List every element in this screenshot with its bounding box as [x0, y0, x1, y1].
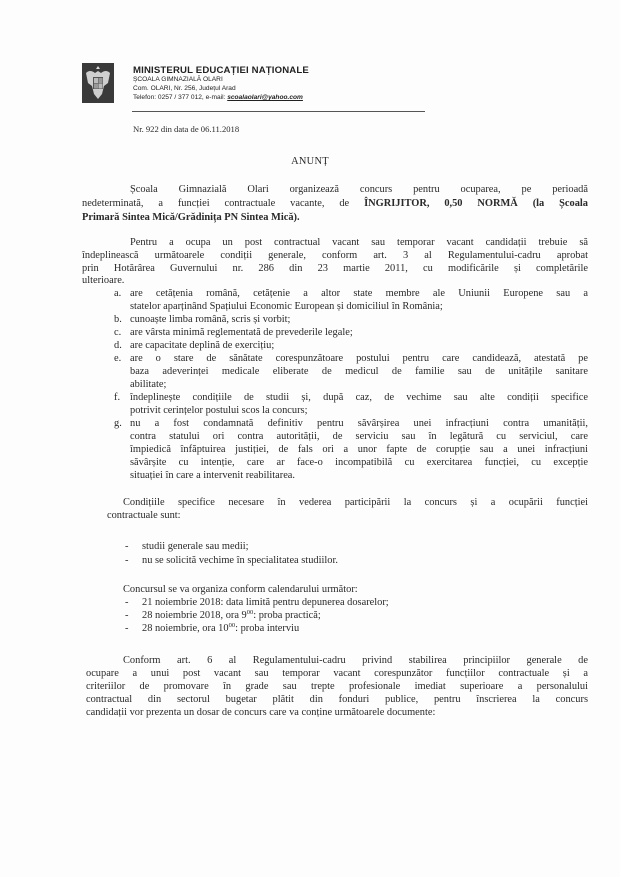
condition-item: îndeplinește condițiile de studii și, după caz, de vechime sau alte condiții specifice — [130, 392, 588, 403]
intro-text: nedeterminată, a funcției contractuale vacante, de — [82, 198, 365, 209]
dossier-line: contractual din sectorul bugetar plătit din fonduri publice, pentru înscrierea la concurs — [86, 694, 588, 705]
condition-item: statelor aparținând Spațiului Economic European și domiciliul în România; — [130, 301, 443, 312]
condition-item: potrivit cerințelor postului scos la concurs; — [130, 405, 308, 416]
intro-line: Primară Sintea Mică/Grădinița PN Sintea Mică). — [82, 212, 300, 223]
calendar-item: 21 noiembrie 2018: data limită pentru depunerea dosarelor; — [142, 597, 389, 608]
list-marker: e. — [114, 353, 122, 364]
dash-bullet: - — [125, 541, 129, 552]
condition-item: cunoaște limba română, scris și vorbit; — [130, 314, 291, 325]
condition-item: contra statului ori contra autorității, de serviciu sau în legătură cu serviciul, care — [130, 431, 588, 442]
general-conditions-line: prin Hotărârea Guvernului nr. 286 din 23 martie 2011, cu modificările și completările — [82, 263, 588, 274]
calendar-intro: Concursul se va organiza conform calendarului următor: — [123, 584, 358, 595]
general-conditions-line: ulterioare. — [82, 275, 125, 286]
school-address: Com. OLARI, Nr. 256, Județul Arad — [133, 85, 236, 92]
specific-conditions-line: Condițiile specifice necesare în vederea participării la concurs și a ocupării funcției — [123, 497, 588, 508]
condition-item: are cetățenia română, cetățenie a altor state membre ale Uniunii Europene sau a — [130, 288, 588, 299]
condition-item: nu a fost condamnată definitiv pentru săvârșirea unei infracțiuni contra umanității, — [130, 418, 588, 429]
general-conditions-line: Pentru a ocupa un post contractual vacant sau temporar vacant candidații trebuie să — [130, 237, 588, 248]
intro-line: Școala Gimnazială Olari organizează concurs pentru ocuparea, pe perioadă — [130, 184, 588, 195]
specific-conditions-line: contractuale sunt: — [107, 510, 181, 521]
condition-item: are capacitate deplină de exercițiu; — [130, 340, 275, 351]
list-marker: a. — [114, 288, 122, 299]
list-marker: g. — [114, 418, 122, 429]
condition-item: împiedică înfăptuirea justiției, de fals ori a unor fapte de corupție sau a unei infracțiuni — [130, 444, 588, 455]
position-title: ÎNGRIJITOR, 0,50 NORMĂ (la Școala — [364, 198, 588, 209]
condition-item: situației în care a intervenit reabilitarea. — [130, 470, 296, 481]
dossier-line: criteriilor de promovare în grade sau trepte profesionale imediat superioare a personalului — [86, 681, 588, 692]
school-contact — [133, 94, 303, 101]
condition-item: are o stare de sănătate corespunzătoare postului pentru care candidează, atestată pe — [130, 353, 588, 364]
condition-item: baza adeverinței medicale eliberate de medicul de familie sau de unitățile sanitare — [130, 366, 588, 377]
list-marker: c. — [114, 327, 122, 338]
list-marker: f. — [114, 392, 121, 403]
dossier-line: ocupare a unui post vacant sau temporar vacant corespunzător funcțiilor contractuale și a — [86, 668, 588, 679]
email-link[interactable]: scoalaolari@yahoo.com — [227, 94, 303, 101]
time-minutes: 00 — [246, 609, 254, 616]
condition-item: are vârsta minimă reglementată de prevederile legale; — [130, 327, 353, 338]
calendar-item — [142, 623, 299, 635]
dash-bullet: - — [125, 597, 129, 608]
ministry-name: MINISTERUL EDUCAȚIEI NAȚIONALE — [133, 65, 309, 76]
phone-label: Telefon: 0257 / 377 012, e-mail: — [133, 94, 228, 101]
condition-item: abilitate; — [130, 379, 167, 390]
time-minutes: 00 — [228, 622, 236, 629]
dossier-line: Conform art. 6 al Regulamentului-cadru privind stabilirea principiilor generale de — [123, 655, 588, 666]
dossier-line: candidații vor prezenta un dosar de concurs care va conține următoarele documente: — [86, 707, 436, 718]
specific-condition-item: studii generale sau medii; — [142, 541, 249, 552]
dash-bullet: - — [125, 555, 129, 566]
calendar-event: : proba practică; — [253, 610, 321, 621]
document-title: ANUNȚ — [291, 156, 329, 167]
list-marker: b. — [114, 314, 122, 325]
calendar-item — [142, 610, 321, 622]
general-conditions-line: îndeplinească următoarele condiții generale, conform art. 3 al Regulamentului-cadru aprobat — [82, 250, 588, 261]
registration-number: Nr. 922 din data de 06.11.2018 — [133, 124, 240, 134]
dash-bullet: - — [125, 610, 129, 621]
dash-bullet: - — [125, 623, 129, 634]
intro-line — [82, 198, 588, 210]
calendar-date: 28 noiembrie 2018, ora 9 — [142, 610, 247, 621]
calendar-date: 28 noiembrie, ora 10 — [142, 623, 229, 634]
specific-condition-item: nu se solicită vechime în specialitatea studiilor. — [142, 555, 338, 566]
school-name: ȘCOALA GIMNAZIALĂ OLARI — [133, 76, 223, 83]
coat-of-arms-icon — [82, 63, 114, 103]
letterhead-divider — [132, 111, 425, 112]
condition-item: săvârșite cu intenție, care ar face-o incompatibilă cu exercitarea funcției, cu excepție — [130, 457, 588, 468]
calendar-event: : proba interviu — [235, 623, 300, 634]
list-marker: d. — [114, 340, 122, 351]
